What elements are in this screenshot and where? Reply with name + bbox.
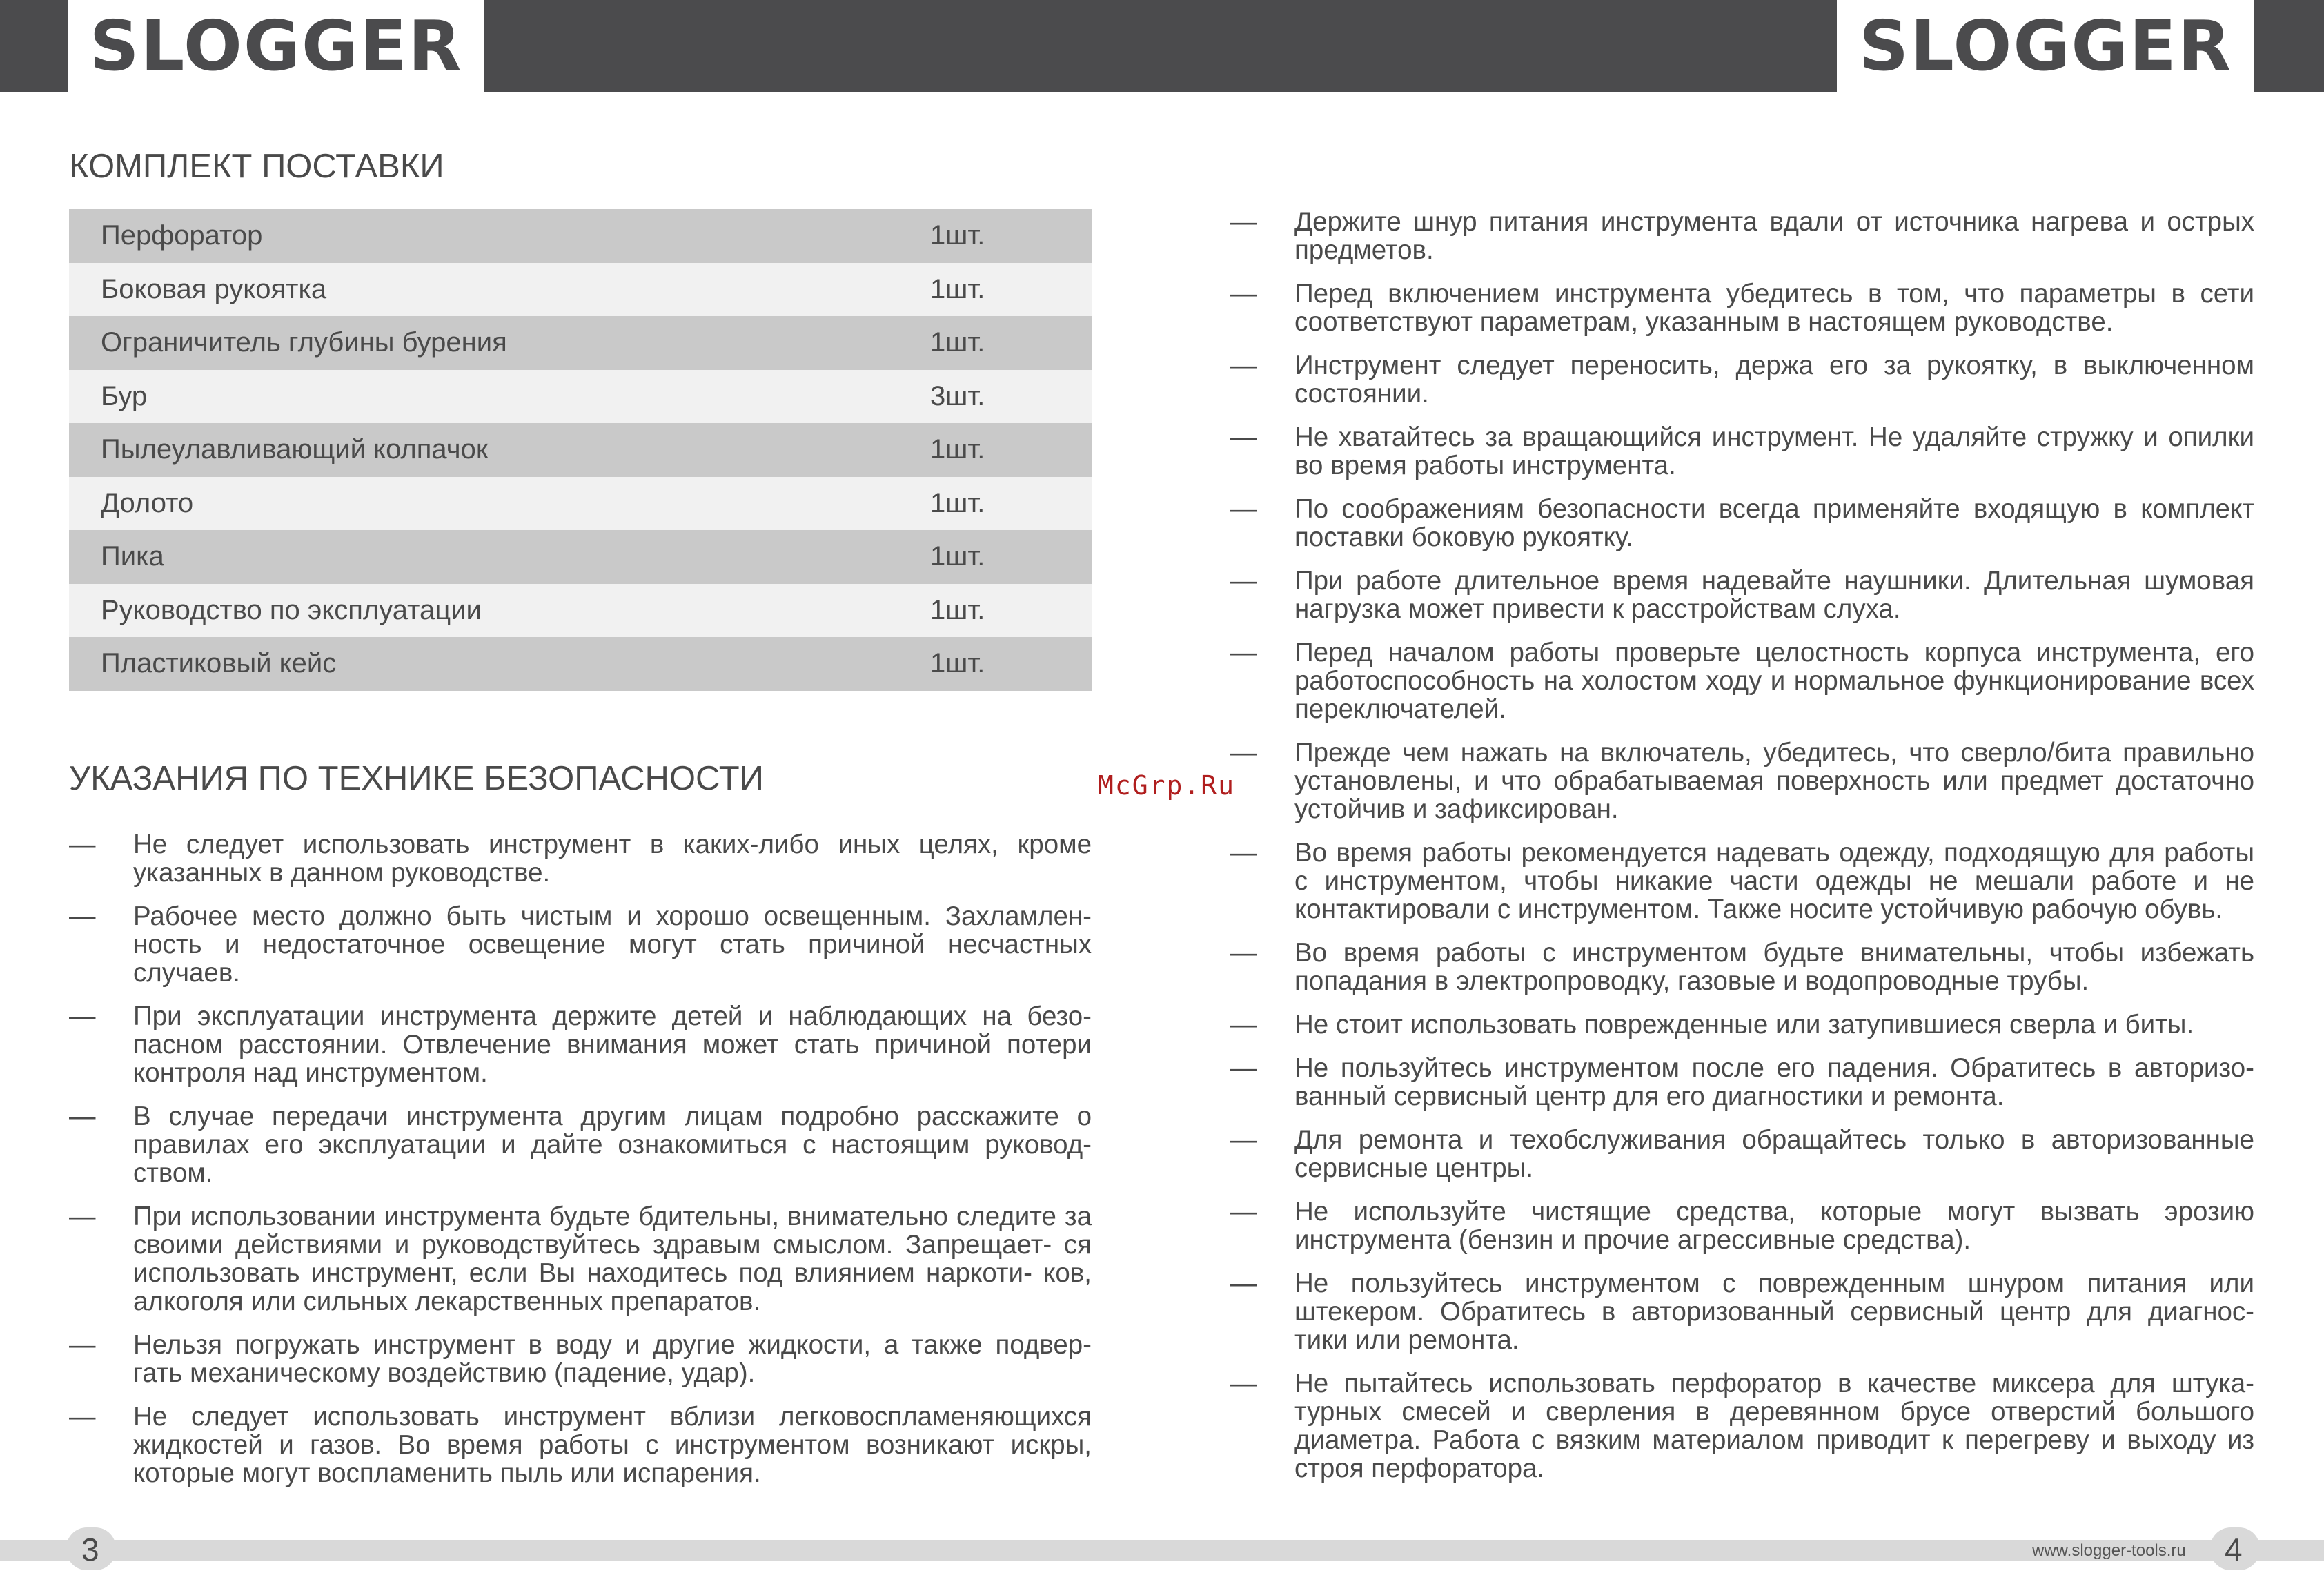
- kit-title: КОМПЛЕКТ ПОСТАВКИ: [69, 148, 444, 185]
- bullet-dash: —: [1230, 1053, 1257, 1083]
- list-item-text: Не пользуйтесь инструментом после его падения. Обратитесь в авторизо- ванный сервисный центр для его диагностики и ремонта.: [1294, 1053, 2254, 1111]
- list-item-text: При работе длительное время надевайте наушники. Длительная шумовая нагрузка может привести к расстройствам слуха.: [1294, 566, 2254, 624]
- bullet-dash: —: [1230, 838, 1257, 868]
- bullet-dash: —: [1230, 1125, 1257, 1155]
- kit-item-name: Бур: [101, 380, 148, 411]
- list-item: [69, 1102, 1092, 1187]
- list-item-text: В случае передачи инструмента другим лицам подробно расскажите о правилах его эксплуатации и дайте ознакомиться с настоящим руковод- ством.: [133, 1102, 1092, 1188]
- list-item-text: Не используйте чистящие средства, которые могут вызвать эрозию инструмента (бензин и прочие агрессивные средства).: [1294, 1197, 2254, 1255]
- table-row: [69, 370, 1092, 424]
- kit-item-qty: 1шт.: [930, 487, 985, 518]
- bullet-dash: —: [1230, 1010, 1257, 1039]
- kit-item-qty: 1шт.: [930, 273, 985, 304]
- bullet-dash: —: [69, 830, 96, 859]
- list-item: [1230, 280, 2254, 336]
- kit-item-qty: 3шт.: [930, 380, 985, 411]
- list-item: [1230, 1054, 2254, 1111]
- brand-logo-text: SLOGGER: [89, 6, 463, 86]
- list-item-text: Не следует использовать инструмент в каких-либо иных целях, кроме указанных в данном руководстве.: [133, 830, 1092, 888]
- table-row: [69, 477, 1092, 531]
- list-item: [1230, 351, 2254, 408]
- bullet-dash: —: [69, 1202, 96, 1231]
- bullet-dash: —: [1230, 422, 1257, 452]
- kit-item-qty: 1шт.: [930, 648, 985, 679]
- bullet-dash: —: [1230, 494, 1257, 524]
- kit-item-name: Руководство по эксплуатации: [101, 594, 482, 625]
- footer-bar: [0, 1540, 2324, 1561]
- brand-logo-right: [1837, 0, 2254, 92]
- list-item: [69, 830, 1092, 887]
- list-item: [1230, 495, 2254, 551]
- list-item: [1230, 423, 2254, 480]
- list-item-text: Во время работы с инструментом будьте внимательны, чтобы избежать попадания в электропроводку, газовые и водопроводные трубы.: [1294, 938, 2254, 996]
- kit-item-qty: 1шт.: [930, 594, 985, 625]
- bullet-dash: —: [1230, 1197, 1257, 1227]
- bullet-dash: —: [69, 1002, 96, 1031]
- kit-item-qty: 1шт.: [930, 541, 985, 572]
- table-row: [69, 637, 1092, 691]
- brand-logo-left: [68, 0, 484, 92]
- list-item-text: При эксплуатации инструмента держите детей и наблюдающих на безо- пасном расстоянии. Отвлечение внимания может стать причиной потери контроля над инструментом.: [133, 1002, 1092, 1088]
- table-row: [69, 584, 1092, 638]
- kit-item-name: Перфоратор: [101, 220, 263, 251]
- list-item-text: Не стоит использовать поврежденные или затупившиеся сверла и биты.: [1294, 1010, 2194, 1039]
- kit-item-qty: 1шт.: [930, 220, 985, 251]
- list-item-text: Инструмент следует переносить, держа его за рукоятку, в выключенном состоянии.: [1294, 351, 2254, 409]
- page-number-right: 4: [2225, 1532, 2243, 1567]
- table-row: [69, 263, 1092, 317]
- bullet-dash: —: [69, 901, 96, 931]
- bullet-dash: —: [1230, 207, 1257, 237]
- list-item: [1230, 638, 2254, 723]
- bullet-dash: —: [1230, 638, 1257, 667]
- list-item: [1230, 1369, 2254, 1483]
- kit-item-name: Пика: [101, 541, 164, 572]
- list-item-text: При использовании инструмента будьте бдительны, внимательно следите за своими действиями и руководствуйтесь здравым смыслом. Запрещает- ся использовать инструмент, если Вы находитесь под влиянием наркоти- ков, алкоголя или сильных лекарственных препаратов.: [133, 1202, 1092, 1316]
- list-item-text: Во время работы рекомендуется надевать одежду, подходящую для работы с инструментом, чтобы никакие части одежды не мешали работе и не контактировали с инструментом. Также носите устойчивую рабочую обувь.: [1294, 838, 2254, 924]
- bullet-dash: —: [1230, 1269, 1257, 1298]
- bullet-dash: —: [1230, 351, 1257, 380]
- bullet-dash: —: [1230, 938, 1257, 968]
- bullet-dash: —: [1230, 279, 1257, 309]
- list-item-text: Для ремонта и техобслуживания обращайтесь только в авторизованные сервисные центры.: [1294, 1125, 2254, 1183]
- list-item: [69, 1002, 1092, 1087]
- kit-item-qty: 1шт.: [930, 434, 985, 465]
- kit-item-name: Пластиковый кейс: [101, 648, 337, 679]
- safety-title: УКАЗАНИЯ ПО ТЕХНИКЕ БЕЗОПАСНОСТИ: [69, 760, 764, 797]
- list-item-text: Держите шнур питания инструмента вдали от источника нагрева и острых предметов.: [1294, 207, 2254, 265]
- list-item: [1230, 1126, 2254, 1182]
- page-number-left: 3: [81, 1532, 99, 1567]
- website-link[interactable]: www.slogger-tools.ru: [2032, 1541, 2186, 1560]
- bullet-dash: —: [1230, 566, 1257, 596]
- bullet-dash: —: [1230, 738, 1257, 768]
- brand-logo-text: SLOGGER: [1859, 6, 2232, 86]
- bullet-dash: —: [69, 1402, 96, 1432]
- list-item: [1230, 1198, 2254, 1254]
- list-item: [1230, 1269, 2254, 1354]
- table-row: [69, 316, 1092, 370]
- list-item: [69, 1403, 1092, 1487]
- list-item: [1230, 567, 2254, 623]
- list-item: [69, 1202, 1092, 1316]
- kit-item-name: Боковая рукоятка: [101, 273, 327, 304]
- list-item: [1230, 739, 2254, 823]
- bullet-dash: —: [69, 1102, 96, 1131]
- list-item: [1230, 208, 2254, 264]
- watermark: McGrp.Ru: [1098, 770, 1236, 801]
- bullet-dash: —: [1230, 1369, 1257, 1398]
- kit-item-name: Пылеулавливающий колпачок: [101, 434, 489, 465]
- list-item: [1230, 939, 2254, 995]
- bullet-dash: —: [69, 1330, 96, 1360]
- list-item: [69, 1331, 1092, 1387]
- safety-list-left: [69, 830, 1092, 1503]
- table-row: [69, 423, 1092, 477]
- list-item-text: Прежде чем нажать на включатель, убедитесь, что сверло/бита правильно установлены, и что обрабатываемая поверхность или предмет достаточно устойчив и зафиксирован.: [1294, 738, 2254, 824]
- kit-item-name: Долото: [101, 487, 194, 518]
- list-item-text: Не хватайтесь за вращающийся инструмент. Не удаляйте стружку и опилки во время работы инструмента.: [1294, 422, 2254, 480]
- list-item: [1230, 839, 2254, 924]
- list-item-text: Перед началом работы проверьте целостность корпуса инструмента, его работоспособность на холостом ходу и нормальное функционирование всех переключателей.: [1294, 638, 2254, 724]
- list-item-text: Не пользуйтесь инструментом с поврежденным шнуром питания или штекером. Обратитесь в авторизованный сервисный центр для диагнос- тики или ремонта.: [1294, 1269, 2254, 1355]
- list-item-text: Перед включением инструмента убедитесь в том, что параметры в сети соответствуют параметрам, указанным в настоящем руководстве.: [1294, 279, 2254, 337]
- list-item-text: Нельзя погружать инструмент в воду и другие жидкости, а также подвер- гать механическому воздействию (падение, удар).: [133, 1330, 1092, 1388]
- kit-table: [69, 209, 1092, 691]
- table-row: [69, 530, 1092, 584]
- safety-list-right: [1230, 208, 2254, 1498]
- list-item-text: Рабочее место должно быть чистым и хорошо освещенным. Захламлен- ность и недостаточное освещение могут стать причиной несчастных случаев.: [133, 901, 1092, 988]
- kit-item-name: Ограничитель глубины бурения: [101, 327, 507, 358]
- list-item: [1230, 1010, 2254, 1039]
- list-item-text: Не пытайтесь использовать перфоратор в качестве миксера для штука- турных смесей и сверления в деревянном брусе отверстий большого диаметра. Работа с вязким материалом приводит к перегреву и выходу из строя перфоратора.: [1294, 1369, 2254, 1483]
- list-item-text: Не следует использовать инструмент вблизи легковоспламеняющихся жидкостей и газов. Во время работы с инструментом возникают искры, которые могут воспламенить пыль или испарения.: [133, 1402, 1092, 1488]
- list-item-text: По соображениям безопасности всегда применяйте входящую в комплект поставки боковую рукоятку.: [1294, 494, 2254, 552]
- table-row: [69, 209, 1092, 263]
- kit-item-qty: 1шт.: [930, 327, 985, 358]
- list-item: [69, 902, 1092, 987]
